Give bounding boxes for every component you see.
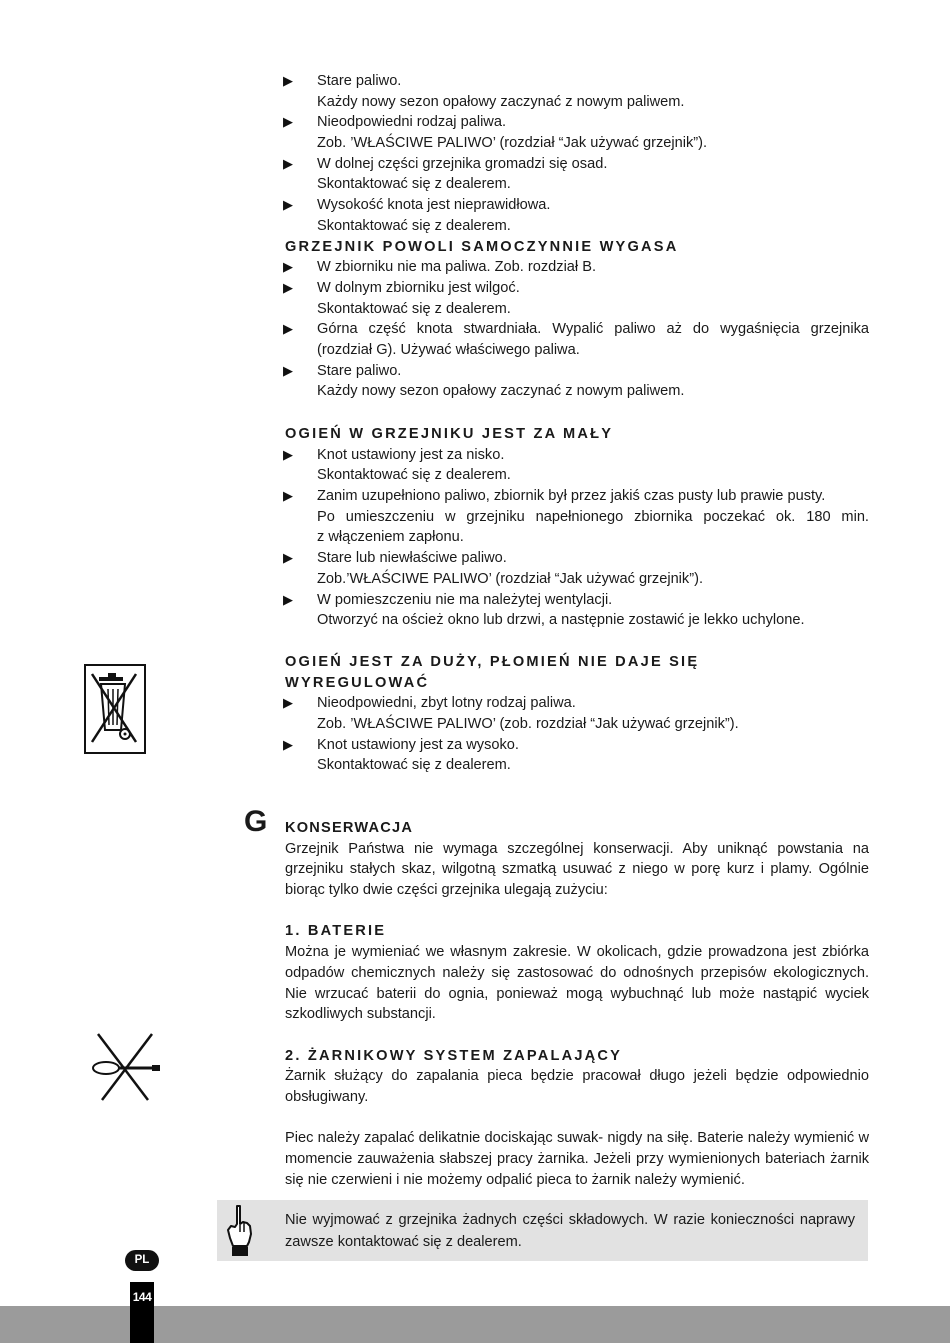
list-item-detail: Skontaktować się z dealerem. bbox=[317, 176, 511, 193]
page-number: 144 bbox=[132, 1290, 152, 1304]
list-item-detail: Zob. ’WŁAŚCIWE PALIWO’ (zob. rozdział “Jak używać grzejnik”). bbox=[317, 716, 739, 733]
list-item: ▶ Stare paliwo. bbox=[285, 361, 869, 382]
arrow-bullet-icon: ▶ bbox=[283, 155, 293, 171]
chapter-intro: Grzejnik Państwa nie wymaga szczególnej konserwacji. Aby uniknąć powstania na grzejniku stałych skaz, wilgotną szmatką usuwać z niego w porę kurz i plamy. Ogólnie biorąc tylko dwie części grzejnika ulegają zużyciu: bbox=[285, 840, 869, 899]
section-continued-list bbox=[285, 71, 869, 402]
note-box bbox=[217, 1200, 868, 1261]
arrow-bullet-icon: ▶ bbox=[283, 279, 293, 295]
arrow-bullet-icon: ▶ bbox=[283, 550, 293, 566]
list-item-detail: Każdy nowy sezon opałowy zaczynać z nowym paliwem. bbox=[317, 93, 685, 110]
list-item: ▶ Nieodpowiedni rodzaj paliwa. bbox=[285, 112, 869, 133]
arrow-bullet-icon: ▶ bbox=[283, 321, 293, 337]
list-item-detail: Każdy nowy sezon opałowy zaczynać z nowym paliwem. bbox=[317, 383, 685, 400]
list-item: ▶ Knot ustawiony jest za nisko. bbox=[285, 445, 869, 466]
list-item: ▶ W dolnym zbiorniku jest wilgoć. bbox=[285, 278, 869, 299]
list-item: ▶ Górna część knota stwardniała. Wypalić paliwo aż do wygaśnięcia grzejnika bbox=[285, 319, 869, 340]
subsection-text: Żarnik służący do zapalania pieca będzie pracował długo jeżeli będzie odpowiednio obsługiwany. bbox=[285, 1068, 869, 1106]
list-item: ▶ W zbiorniku nie ma paliwa. Zob. rozdział B. bbox=[285, 257, 869, 278]
arrow-bullet-icon: ▶ bbox=[283, 114, 293, 130]
arrow-bullet-icon: ▶ bbox=[283, 446, 293, 462]
list-item: ▶ Nieodpowiedni, zbyt lotny rodzaj paliwa. bbox=[285, 693, 869, 714]
pointing-hand-icon bbox=[225, 1204, 255, 1258]
arrow-bullet-icon: ▶ bbox=[283, 695, 293, 711]
list-item-detail: Skontaktować się z dealerem. bbox=[317, 467, 511, 484]
arrow-bullet-icon: ▶ bbox=[283, 259, 293, 275]
list-item-detail: Otworzyć na oścież okno lub drzwi, a następnie zostawić je lekko uchylone. bbox=[317, 612, 805, 629]
list-item: ▶ Wysokość knota jest nieprawidłowa. bbox=[285, 195, 869, 216]
list-item-detail: Po umieszczeniu w grzejniku napełnionego zbiornika poczekać ok. 180 min. bbox=[317, 508, 869, 525]
chapter-title: KONSERWACJA bbox=[285, 820, 414, 836]
crossed-screwdriver-icon bbox=[88, 1030, 166, 1104]
section-flame-too-small bbox=[285, 424, 869, 631]
section-heading: GRZEJNIK POWOLI SAMOCZYNNIE WYGASA bbox=[285, 238, 679, 255]
subsection-text: Można je wymieniać we własnym zakresie. W okolicach, gdzie prowadzona jest zbiórka odpadów chemicznych należy się zastosować do odnośnych przepisów ekologicznych. Nie wrzucać baterii do ognia, ponieważ mogą wybuchnąć lub może nastąpić wyciek szkodliwych substancji. bbox=[285, 944, 869, 1023]
subsection-text: Piec należy zapalać delikatnie dociskając suwak- nigdy na siłę. Baterie należy wymienić w momencie zauważenia słabszej pracy żarnika. Jeżeli przy wymienionych bateriach żarnik się nie czerwieni i nie możemy odpalić pieca to żarnik należy wymienić. bbox=[285, 1130, 869, 1188]
list-item: ▶ Stare lub niewłaściwe paliwo. bbox=[285, 548, 869, 569]
arrow-bullet-icon: ▶ bbox=[283, 591, 293, 607]
arrow-bullet-icon: ▶ bbox=[283, 197, 293, 213]
list-item: ▶ Stare paliwo. bbox=[285, 71, 869, 92]
arrow-bullet-icon: ▶ bbox=[283, 736, 293, 752]
list-item-detail: Zob.’WŁAŚCIWE PALIWO’ (rozdział “Jak używać grzejnik”). bbox=[317, 570, 703, 587]
subsection-title: 2. ŻARNIKOWY SYSTEM ZAPALAJĄCY bbox=[285, 1047, 623, 1064]
list-item-detail: z włączeniem zapłonu. bbox=[317, 529, 464, 546]
list-item-detail: Skontaktować się z dealerem. bbox=[317, 217, 511, 234]
list-item-detail: Skontaktować się z dealerem. bbox=[317, 300, 511, 317]
list-item-detail: Zob. ’WŁAŚCIWE PALIWO’ (rozdział “Jak używać grzejnik”). bbox=[317, 135, 708, 152]
list-item: ▶ Knot ustawiony jest za wysoko. bbox=[285, 735, 869, 756]
list-item: ▶ W dolnej części grzejnika gromadzi się osad. bbox=[285, 154, 869, 175]
chapter-letter: G bbox=[244, 805, 268, 838]
section-flame-too-big bbox=[285, 652, 869, 776]
list-item-detail: Skontaktować się z dealerem. bbox=[317, 757, 511, 774]
list-item-detail: (rozdział G). Używać właściwego paliwa. bbox=[317, 341, 580, 358]
section-heading: OGIEŃ JEST ZA DUŻY, PŁOMIEŃ NIE DAJE SIĘ bbox=[285, 654, 700, 670]
list-item: ▶ W pomieszczeniu nie ma należytej wentylacji. bbox=[285, 590, 869, 611]
note-text: Nie wyjmować z grzejnika żadnych części składowych. W razie konieczności naprawy zawsze kontaktować się z dealerem. bbox=[285, 1212, 855, 1250]
arrow-bullet-icon: ▶ bbox=[283, 362, 293, 378]
section-heading: OGIEŃ W GRZEJNIKU JEST ZA MAŁY bbox=[285, 426, 614, 442]
subsection-title: 1. BATERIE bbox=[285, 923, 387, 940]
language-badge: PL bbox=[125, 1250, 159, 1271]
list-item: ▶ Zanim uzupełniono paliwo, zbiornik był przez jakiś czas pusty lub prawie pusty. bbox=[285, 486, 869, 507]
arrow-bullet-icon: ▶ bbox=[283, 488, 293, 504]
chapter-maintenance bbox=[285, 818, 869, 1191]
arrow-bullet-icon: ▶ bbox=[283, 73, 293, 88]
section-heading-cont: WYREGULOWAĆ bbox=[285, 674, 430, 691]
crossed-bin-icon bbox=[84, 664, 146, 754]
